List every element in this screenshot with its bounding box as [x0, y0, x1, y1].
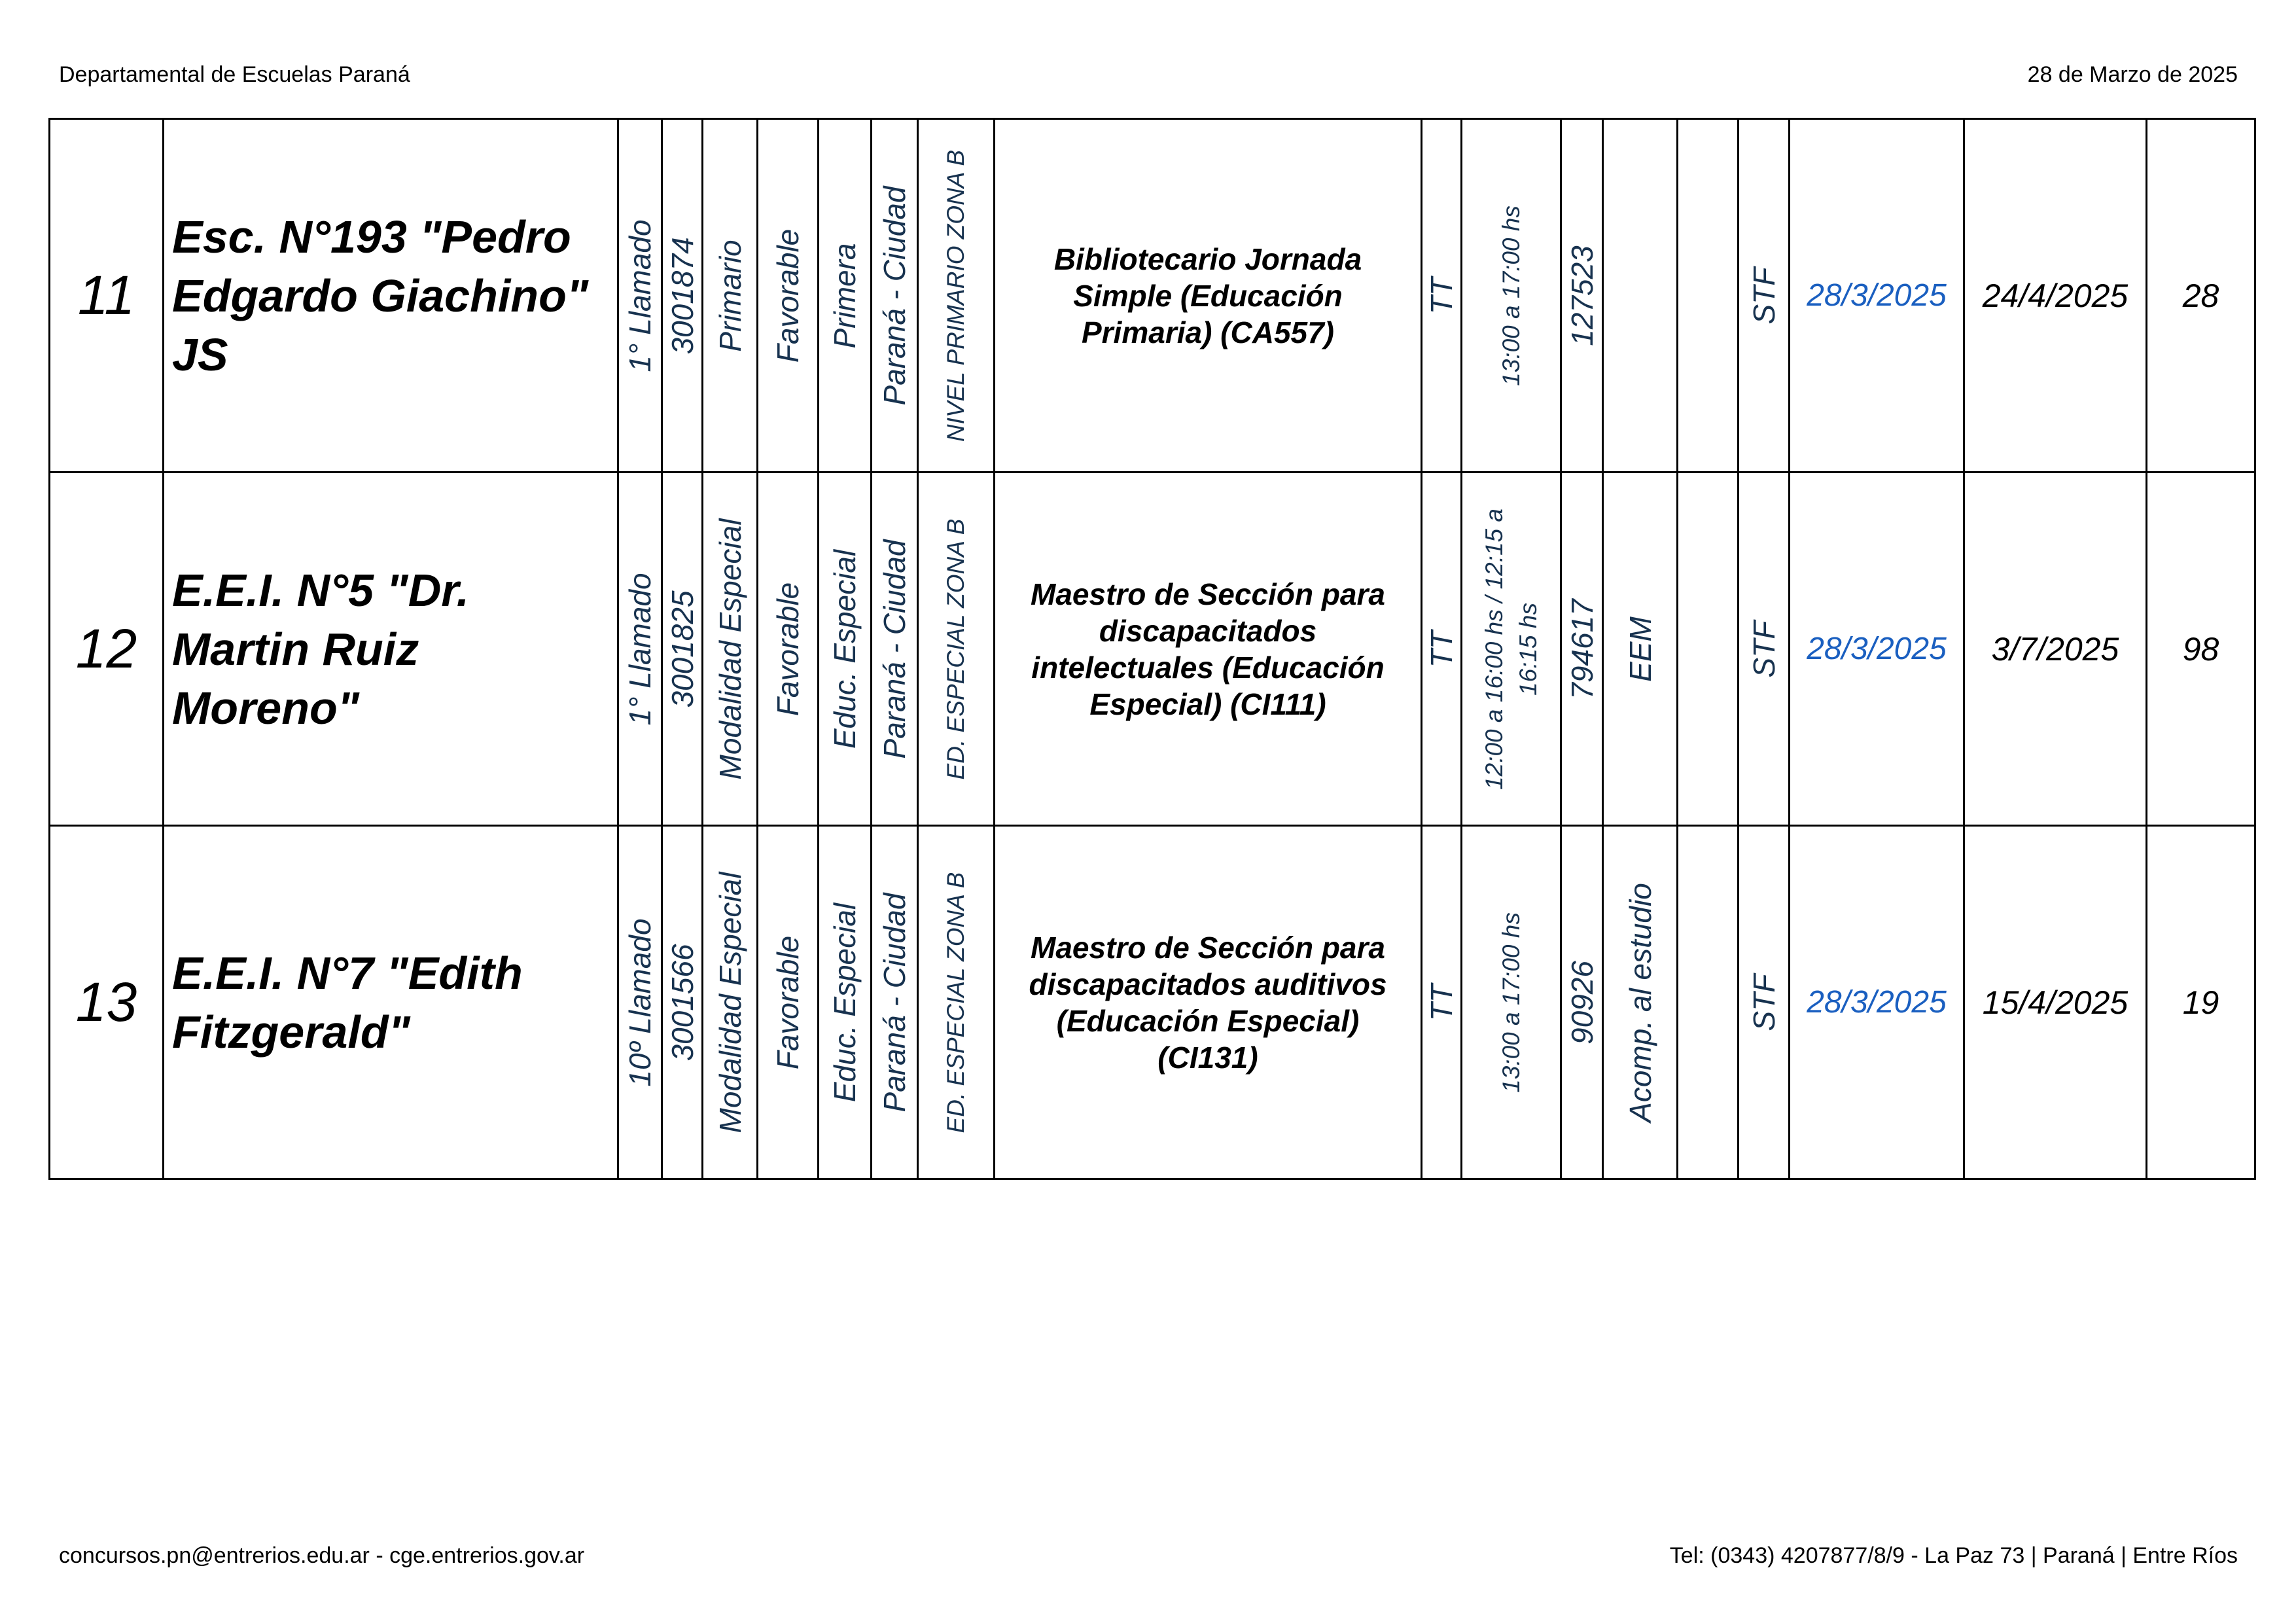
codigo-cell-text: 3001874 — [665, 236, 699, 355]
footer-contact-phone: Tel: (0343) 4207877/8/9 - La Paz 73 | Paraná | Entre Ríos — [1669, 1543, 2238, 1568]
codigo-cell — [662, 473, 703, 826]
nivel-cell-text: Primario — [713, 239, 747, 352]
cargo-cell: Bibliotecario Jornada Simple (Educación Primaria) (CA557) — [995, 119, 1422, 473]
nivel-cell — [703, 119, 758, 473]
observacion-cell — [1603, 826, 1678, 1179]
llamado-cell-text: 1° Llamado — [623, 219, 657, 372]
llamado-cell-text: 10º Llamado — [623, 918, 657, 1087]
nivel-cell-text: Modalidad Especial — [713, 872, 747, 1133]
table-row — [50, 473, 2255, 826]
fecha-publicacion-cell: 28/3/2025 — [1790, 826, 1964, 1179]
extra-cell — [1678, 119, 1739, 473]
nivel-cell — [703, 826, 758, 1179]
situacion-cell — [1739, 826, 1790, 1179]
turno-cell-text: TT — [1424, 630, 1458, 668]
categoria-cell-text: Educ. Especial — [828, 549, 862, 749]
school-name: E.E.I. N°5 "Dr. Martin Ruiz Moreno" — [164, 473, 618, 826]
situacion-cell-text: STF — [1746, 267, 1781, 324]
header-institution: Departamental de Escuelas Paraná — [59, 62, 410, 87]
estado-cell — [758, 826, 819, 1179]
id-cell-text: 127523 — [1564, 245, 1599, 346]
id-cell-text: 90926 — [1564, 960, 1599, 1044]
horario-cell — [1462, 473, 1561, 826]
codigo-cell — [662, 826, 703, 1179]
codigo-cell-text: 3001566 — [665, 943, 699, 1061]
ubicacion-cell-text: Paraná - Ciudad — [877, 893, 911, 1112]
turno-cell — [1422, 119, 1462, 473]
zona-cell-text: ED. ESPECIAL ZONA B — [942, 872, 969, 1133]
categoria-cell-text: Educ. Especial — [828, 902, 862, 1102]
id-cell — [1561, 826, 1603, 1179]
fecha-publicacion-cell: 28/3/2025 — [1790, 119, 1964, 473]
observacion-cell — [1603, 473, 1678, 826]
id-cell-text: 794617 — [1564, 598, 1599, 700]
categoria-cell — [819, 473, 872, 826]
extra-cell — [1678, 473, 1739, 826]
horario-cell-text: 12:00 a 16:00 hs / 12:15 a 16:15 hs — [1480, 508, 1542, 790]
ubicacion-cell — [872, 473, 918, 826]
observacion-cell-text: EEM — [1623, 616, 1657, 682]
dias-cell: 28 — [2147, 119, 2255, 473]
ubicacion-cell-text: Paraná - Ciudad — [877, 539, 911, 758]
horario-cell-text: 13:00 a 17:00 hs — [1497, 205, 1525, 386]
categoria-cell-text: Primera — [828, 242, 862, 349]
fecha-cierre-cell: 24/4/2025 — [1964, 119, 2147, 473]
zona-cell — [918, 826, 995, 1179]
row-number: 11 — [50, 119, 164, 473]
table-row — [50, 826, 2255, 1179]
categoria-cell — [819, 119, 872, 473]
llamado-cell — [618, 826, 662, 1179]
zona-cell — [918, 119, 995, 473]
situacion-cell-text: STF — [1746, 620, 1781, 677]
estado-cell-text: Favorable — [771, 935, 805, 1069]
school-name: E.E.I. N°7 "Edith Fitzgerald" — [164, 826, 618, 1179]
ubicacion-cell — [872, 826, 918, 1179]
nivel-cell-text: Modalidad Especial — [713, 518, 747, 779]
categoria-cell — [819, 826, 872, 1179]
header-date: 28 de Marzo de 2025 — [2027, 62, 2238, 87]
zona-cell-text: ED. ESPECIAL ZONA B — [942, 518, 969, 779]
cargo-cell: Maestro de Sección para discapacitados intelectuales (Educación Especial) (CI111) — [995, 473, 1422, 826]
nivel-cell — [703, 473, 758, 826]
turno-cell — [1422, 826, 1462, 1179]
table-row — [50, 119, 2255, 473]
estado-cell — [758, 119, 819, 473]
zona-cell-text: NIVEL PRIMARIO ZONA B — [942, 149, 969, 442]
llamado-cell — [618, 473, 662, 826]
codigo-cell — [662, 119, 703, 473]
ubicacion-cell — [872, 119, 918, 473]
horario-cell — [1462, 826, 1561, 1179]
zona-cell — [918, 473, 995, 826]
fecha-publicacion-cell: 28/3/2025 — [1790, 473, 1964, 826]
llamado-cell-text: 1° Llamado — [623, 572, 657, 726]
situacion-cell — [1739, 473, 1790, 826]
horario-cell — [1462, 119, 1561, 473]
extra-cell — [1678, 826, 1739, 1179]
ubicacion-cell-text: Paraná - Ciudad — [877, 186, 911, 405]
school-name: Esc. N°193 "Pedro Edgardo Giachino" JS — [164, 119, 618, 473]
id-cell — [1561, 473, 1603, 826]
observacion-cell — [1603, 119, 1678, 473]
fecha-cierre-cell: 15/4/2025 — [1964, 826, 2147, 1179]
turno-cell-text: TT — [1424, 984, 1458, 1021]
fecha-cierre-cell: 3/7/2025 — [1964, 473, 2147, 826]
horario-cell-text: 13:00 a 17:00 hs — [1497, 912, 1525, 1093]
row-number: 12 — [50, 473, 164, 826]
dias-cell: 19 — [2147, 826, 2255, 1179]
llamado-cell — [618, 119, 662, 473]
footer-contact-email: concursos.pn@entrerios.edu.ar - cge.entrerios.gov.ar — [59, 1543, 585, 1568]
codigo-cell-text: 3001825 — [665, 590, 699, 708]
cargo-cell: Maestro de Sección para discapacitados auditivos (Educación Especial) (CI131) — [995, 826, 1422, 1179]
estado-cell-text: Favorable — [771, 582, 805, 716]
situacion-cell — [1739, 119, 1790, 473]
turno-cell-text: TT — [1424, 277, 1458, 314]
estado-cell — [758, 473, 819, 826]
vacancy-table — [48, 118, 2256, 1180]
estado-cell-text: Favorable — [771, 228, 805, 363]
dias-cell: 98 — [2147, 473, 2255, 826]
id-cell — [1561, 119, 1603, 473]
observacion-cell-text: Acomp. al estudio — [1623, 882, 1657, 1122]
row-number: 13 — [50, 826, 164, 1179]
turno-cell — [1422, 473, 1462, 826]
situacion-cell-text: STF — [1746, 974, 1781, 1031]
